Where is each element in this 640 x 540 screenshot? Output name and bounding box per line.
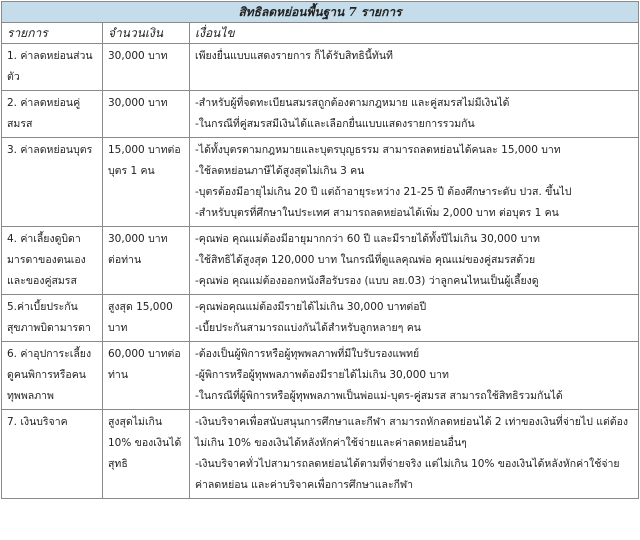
condition-line: -สำหรับบุตรที่ศึกษาในประเทศ สามารถลดหย่อนได้เพิ่ม 2,000 บาท ต่อบุตร 1 คน — [195, 207, 559, 219]
item-cell: 5.ค่าเบี้ยประกันสุขภาพบิดามารดา — [2, 295, 103, 342]
item-cell: 7. เงินบริจาค — [2, 410, 103, 499]
table-row — [2, 91, 639, 138]
table-row — [2, 44, 639, 91]
condition-line: -ใช้ลดหย่อนภาษีได้สูงสุดไม่เกิน 3 คน — [195, 165, 365, 177]
conditions-cell — [190, 138, 639, 227]
condition-line: -ในกรณีที่ผู้พิการหรือผู้ทุพพลภาพเป็นพ่อแม่-บุตร-คู่สมรส สามารถใช้สิทธิรวมกันได้ — [195, 390, 563, 402]
table-row — [2, 410, 639, 499]
condition-line: -บุตรต้องมีอายุไม่เกิน 20 ปี แต่ถ้าอายุระหว่าง 21-25 ปี ต้องศึกษาระดับ ปวส. ขึ้นไป — [195, 186, 572, 198]
condition-line: -ในกรณีที่คู่สมรสมีเงินได้และเลือกยื่นแบบแสดงรายการรวมกัน — [195, 118, 475, 130]
conditions-cell — [190, 44, 639, 91]
condition-line: -คุณพ่อคุณแม่ต้องมีรายได้ไม่เกิน 30,000 บาทต่อปี — [195, 301, 427, 313]
condition-line: -เงินบริจาคทั่วไปสามารถลดหย่อนได้ตามที่จ่ายจริง แต่ไม่เกิน 10% ของเงินได้หลังหักค่าใช้จ่าย ค่าลดหย่อน และค่าบริจาคเพื่อการศึกษาและกีฬา — [195, 458, 620, 491]
condition-line: -คุณพ่อ คุณแม่ต้องมีอายุมากกว่า 60 ปี และมีรายได้ทั้งปีไม่เกิน 30,000 บาท — [195, 233, 540, 245]
amount-cell: 60,000 บาทต่อท่าน — [103, 342, 190, 410]
table-row — [2, 227, 639, 295]
item-cell: 4. ค่าเลี้ยงดูบิดามารดาของตนเองและของคู่สมรส — [2, 227, 103, 295]
condition-line: -สำหรับผู้ที่จดทะเบียนสมรสถูกต้องตามกฎหมาย และคู่สมรสไม่มีเงินได้ — [195, 97, 510, 109]
amount-cell: 15,000 บาทต่อบุตร 1 คน — [103, 138, 190, 227]
condition-line: -ได้ทั้งบุตรตามกฎหมายและบุตรบุญธรรม สามารถลดหย่อนได้คนละ 15,000 บาท — [195, 144, 561, 156]
item-cell: 3. ค่าลดหย่อนบุตร — [2, 138, 103, 227]
amount-cell: 30,000 บาท — [103, 91, 190, 138]
table-row — [2, 138, 639, 227]
header-row — [2, 23, 639, 44]
condition-line: -ต้องเป็นผู้พิการหรือผู้ทุพพลภาพที่มีใบรับรองแพทย์ — [195, 348, 420, 360]
condition-line: -ใช้สิทธิได้สูงสุด 120,000 บาท ในกรณีที่ดูแลคุณพ่อ คุณแม่ของคู่สมรสด้วย — [195, 254, 536, 266]
amount-cell: 30,000 บาท ต่อท่าน — [103, 227, 190, 295]
header-item: รายการ — [2, 23, 103, 44]
condition-line: -เบี้ยประกันสามารถแบ่งกันได้สำหรับลูกหลายๆ คน — [195, 322, 421, 334]
header-amount: จำนวนเงิน — [103, 23, 190, 44]
conditions-cell — [190, 295, 639, 342]
condition-line: -ผู้พิการหรือผู้ทุพพลภาพต้องมีรายได้ไม่เกิน 30,000 บาท — [195, 369, 449, 381]
tax-deduction-table — [1, 1, 639, 499]
conditions-cell — [190, 91, 639, 138]
amount-cell: 30,000 บาท — [103, 44, 190, 91]
header-conditions: เงื่อนไข — [190, 23, 639, 44]
condition-line: -คุณพ่อ คุณแม่ต้องออกหนังสือรับรอง (แบบ ลย.03) ว่าลูกคนไหนเป็นผู้เลี้ยงดู — [195, 275, 539, 287]
condition-line: เพียงยื่นแบบแสดงรายการ ก็ได้รับสิทธินี้ทันที — [195, 50, 393, 62]
condition-line: -เงินบริจาคเพื่อสนับสนุนการศึกษาและกีฬา สามารถหักลดหย่อนได้ 2 เท่าของเงินที่จ่ายไป แต่ต้องไม่เกิน 10% ของเงินได้หลังหักค่าใช้จ่ายและค่าลดหย่อนอื่นๆ — [195, 416, 629, 449]
item-cell: 6. ค่าอุปการะเลี้ยงดูคนพิการหรือคนทุพพลภาพ — [2, 342, 103, 410]
amount-cell: สูงสุด 15,000 บาท — [103, 295, 190, 342]
table-row — [2, 342, 639, 410]
amount-cell: สูงสุดไม่เกิน 10% ของเงินได้สุทธิ — [103, 410, 190, 499]
conditions-cell — [190, 410, 639, 499]
conditions-cell — [190, 227, 639, 295]
table-title: สิทธิลดหย่อนพื้นฐาน 7 รายการ — [2, 2, 639, 23]
conditions-cell — [190, 342, 639, 410]
item-cell: 1. ค่าลดหย่อนส่วนตัว — [2, 44, 103, 91]
tax-deduction-table-container — [1, 1, 639, 538]
item-cell: 2. ค่าลดหย่อนคู่สมรส — [2, 91, 103, 138]
table-row — [2, 295, 639, 342]
